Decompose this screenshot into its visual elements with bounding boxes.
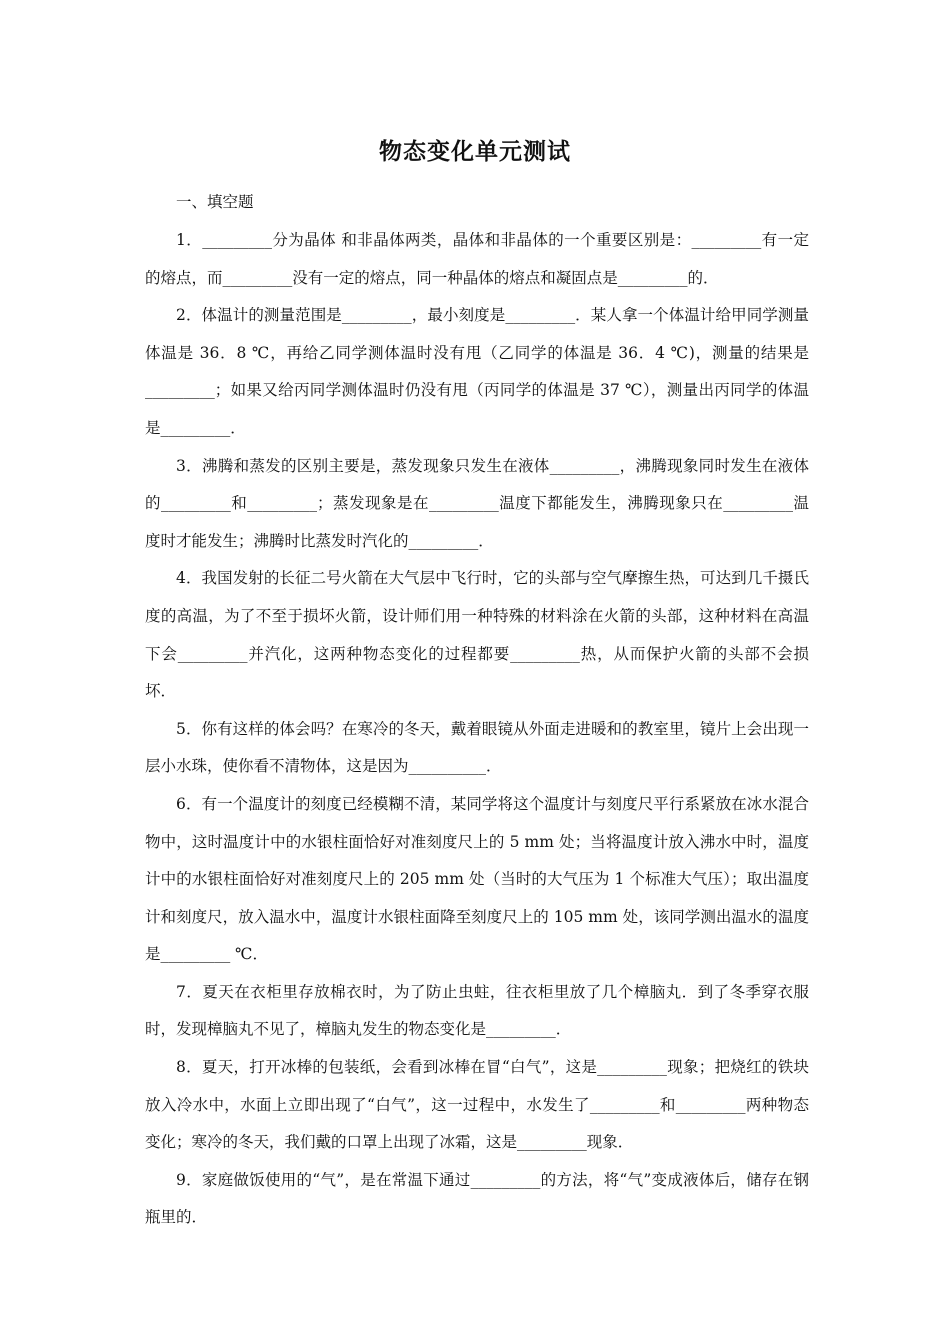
question-6: 6．有一个温度计的刻度已经模糊不清，某同学将这个温度计与刻度尺平行系紧放在冰水混合物中，这时温度计中的水银柱面恰好对准刻度尺上的 5 mm 处；当将温度计放入沸水中时，温度计中的水银柱面恰好对准刻度尺上的 205 mm 处（当时的大气压为 1 个标准大气压）；取出温度计和刻度尺，放入温水中，温度计水银柱面降至刻度尺上的 105 mm 处，该同学测出温水的温度是_________ ℃． xyxy=(145,794,809,964)
question-2: 2．体温计的测量范围是_________，最小刻度是_________．某人拿一个体温计给甲同学测量体温是 36．8 ℃，再给乙同学测体温时没有甩（乙同学的体温是 36．4 ℃)，测量的结果是_________；如果又给丙同学测体温时仍没有甩（丙同学的体温是 37 ℃），测量出丙同学的体温是_________． xyxy=(145,306,809,437)
question-9: 9．家庭做饭使用的“气”，是在常温下通过_________的方法，将“气”变成液体后，储存在钢瓶里的． xyxy=(145,1170,809,1227)
question-5: 5．你有这样的体会吗？在寒冷的冬天，戴着眼镜从外面走进暖和的教室里，镜片上会出现一层小水珠，使你看不清物体，这是因为__________． xyxy=(145,719,809,776)
question-8: 8．夏天，打开冰棒的包装纸，会看到冰棒在冒“白气”，这是_________现象；把烧红的铁块放入冷水中，水面上立即出现了“白气”，这一过程中，水发生了_________和_________两种物态变化；寒冷的冬天，我们戴的口罩上出现了冰霜，这是_________现象． xyxy=(145,1058,809,1152)
question-list xyxy=(145,222,809,1237)
page-title: 物态变化单元测试 xyxy=(379,139,571,165)
question-1: 1．_________分为晶体 和非晶体两类，晶体和非晶体的一个重要区别是：_________有一定的熔点，而_________没有一定的熔点，同一种晶体的熔点和凝固点是_________的． xyxy=(145,231,809,287)
section-heading: 一、填空题 xyxy=(176,193,254,211)
question-7: 7．夏天在衣柜里存放棉衣时，为了防止虫蛀，往衣柜里放了几个樟脑丸．到了冬季穿衣服时，发现樟脑丸不见了，樟脑丸发生的物态变化是_________． xyxy=(145,982,809,1039)
question-4: 4．我国发射的长征二号火箭在大气层中飞行时，它的头部与空气摩擦生热，可达到几千摄氏度的高温，为了不至于损坏火箭，设计师们用一种特殊的材料涂在火箭的头部，这种材料在高温下会_________并汽化，这两种物态变化的过程都要_________热，从而保护火箭的头部不会损坏． xyxy=(145,569,809,701)
question-3: 3．沸腾和蒸发的区别主要是，蒸发现象只发生在液体_________，沸腾现象同时发生在液体的_________和_________；蒸发现象是在_________温度下都能发生，沸腾现象只在_________温度时才能发生；沸腾时比蒸发时汽化的_________． xyxy=(145,456,809,550)
